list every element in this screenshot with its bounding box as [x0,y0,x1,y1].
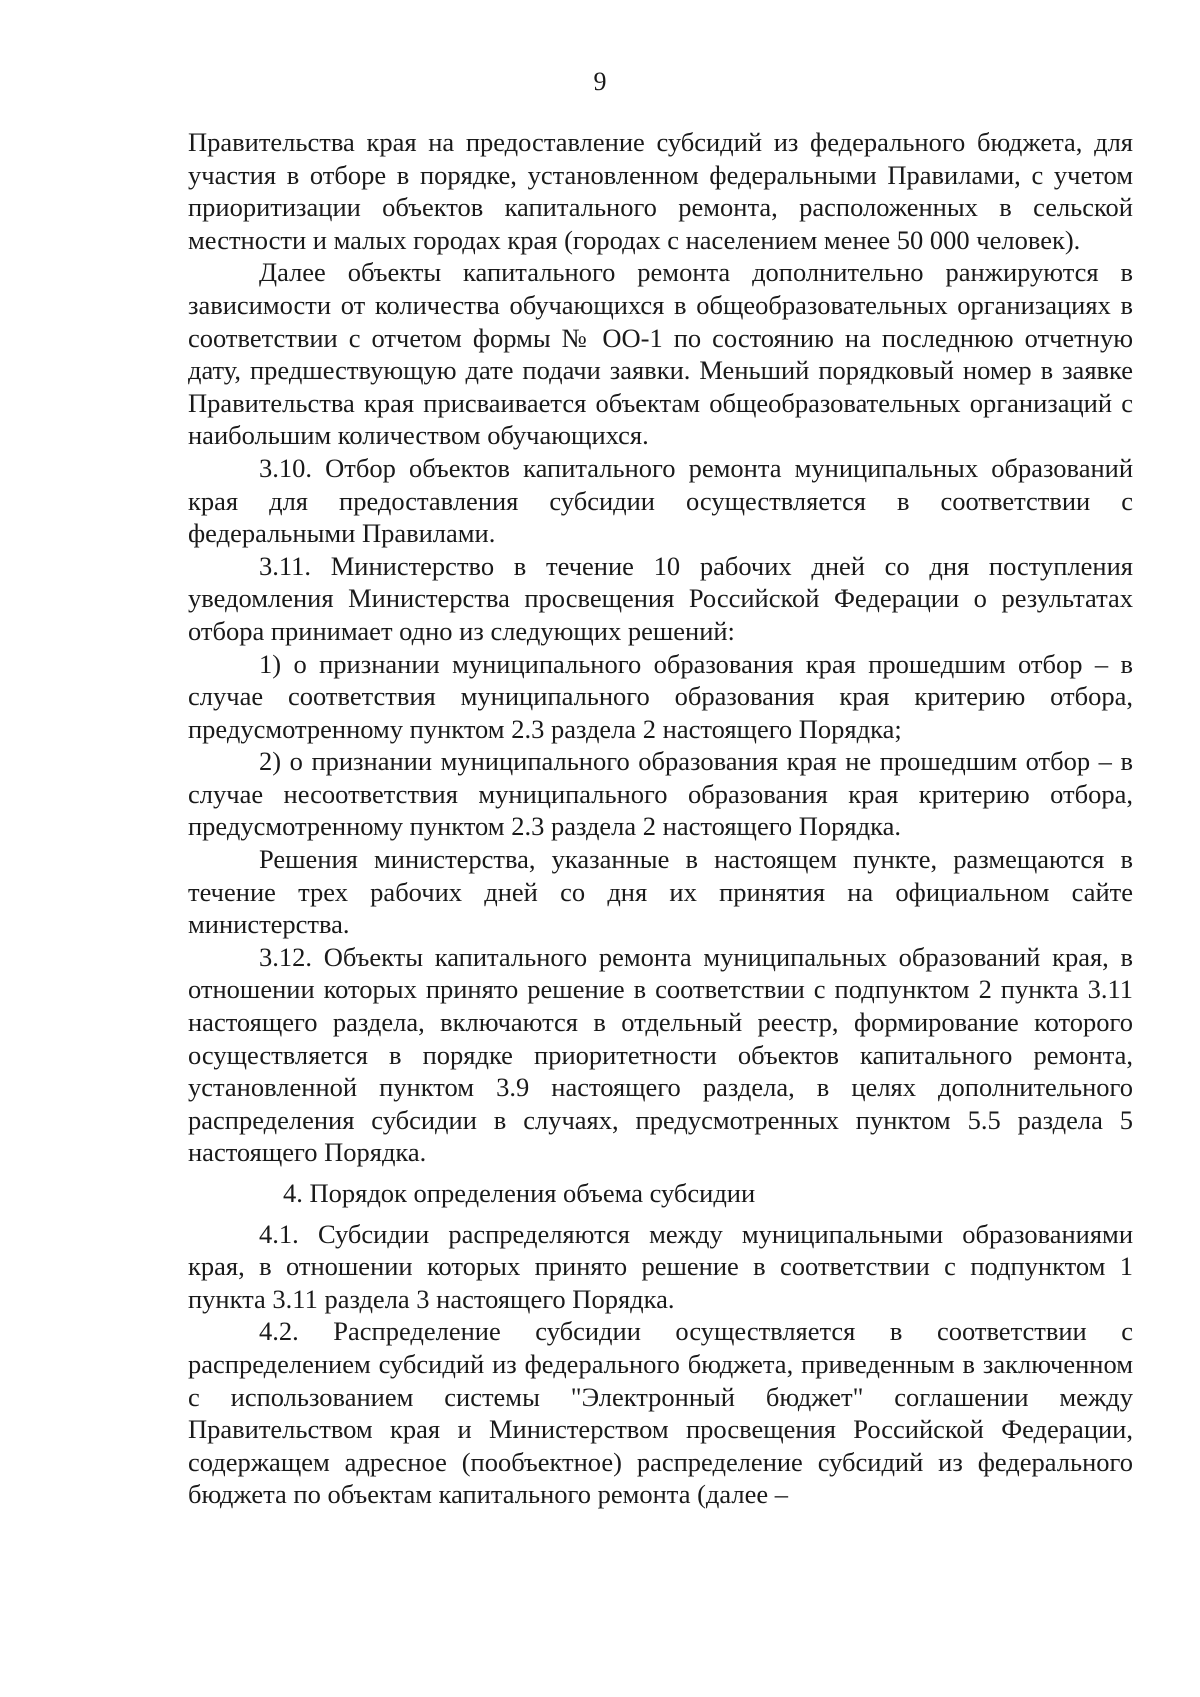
paragraph-3-11: 3.11. Министерство в течение 10 рабочих дней со дня поступления уведомления Министерства просвещения Российской Федерации о результатах отбора принимает одно из следующих решений: [188,550,1133,646]
page-number: 9 [593,67,607,96]
section-4-heading: 4. Порядок определения объема субсидии [283,1178,756,1208]
paragraph-decisions: Решения министерства, указанные в настоящем пункте, размещаются в течение трех рабочих дней со дня их принятия на официальном сайте министерства. [188,844,1133,940]
paragraph-continuation: Правительства края на предоставление субсидий из федерального бюджета, для участия в отборе в порядке, установленном федеральными Правилами, с учетом приоритизации объектов капитального ремонта, расположенных в сельской местности и малых городах края (городах с населением менее 50 000 человек). [188,127,1133,255]
paragraph-4-2: 4.2. Распределение субсидии осуществляется в соответствии с распределением субсидий из федерального бюджета, приведенным в заключенном с использованием системы "Электронный бюджет" соглашении между Правительством края и Министерством просвещения Российской Федерации, содержащем адресное (пообъектное) распределение субсидий из федерального бюджета по объектам капитального ремонта (далее – [188,1316,1133,1510]
document-body [188,126,1133,1511]
paragraph-ranking: Далее объекты капитального ремонта дополнительно ранжируются в зависимости от количества обучающихся в общеобразовательных организациях в соответствии с отчетом формы № ОО-1 по состоянию на последнюю отчетную дату, предшествующую дате подачи заявки. Меньший порядковый номер в заявке Правительства края присваивается объектам общеобразовательных организаций с наибольшим количеством обучающихся. [188,257,1133,451]
paragraph-3-11-item-1: 1) о признании муниципального образования края прошедшим отбор – в случае соответствия муниципального образования края критерию отбора, предусмотренному пунктом 2.3 раздела 2 настоящего Порядка; [188,648,1133,744]
paragraph-4-1: 4.1. Субсидии распределяются между муниципальными образованиями края, в отношении которых принято решение в соответствии с подпунктом 1 пункта 3.11 раздела 3 настоящего Порядка. [188,1218,1133,1314]
paragraph-3-11-item-2: 2) о признании муниципального образования края не прошедшим отбор – в случае несоответствия муниципального образования края критерию отбора, предусмотренному пунктом 2.3 раздела 2 настоящего Порядка. [188,746,1133,842]
paragraph-3-10: 3.10. Отбор объектов капитального ремонта муниципальных образований края для предоставления субсидии осуществляется в соответствии с федеральными Правилами. [188,452,1133,549]
paragraph-3-12: 3.12. Объекты капитального ремонта муниципальных образований края, в отношении которых принято решение в соответствии с подпунктом 2 пункта 3.11 настоящего раздела, включаются в отдельный реестр, формирование которого осуществляется в порядке приоритетности объектов капитального ремонта, установленной пунктом 3.9 настоящего раздела, в целях дополнительного распределения субсидии в случаях, предусмотренных пунктом 5.5 раздела 5 настоящего Порядка. [188,941,1133,1168]
